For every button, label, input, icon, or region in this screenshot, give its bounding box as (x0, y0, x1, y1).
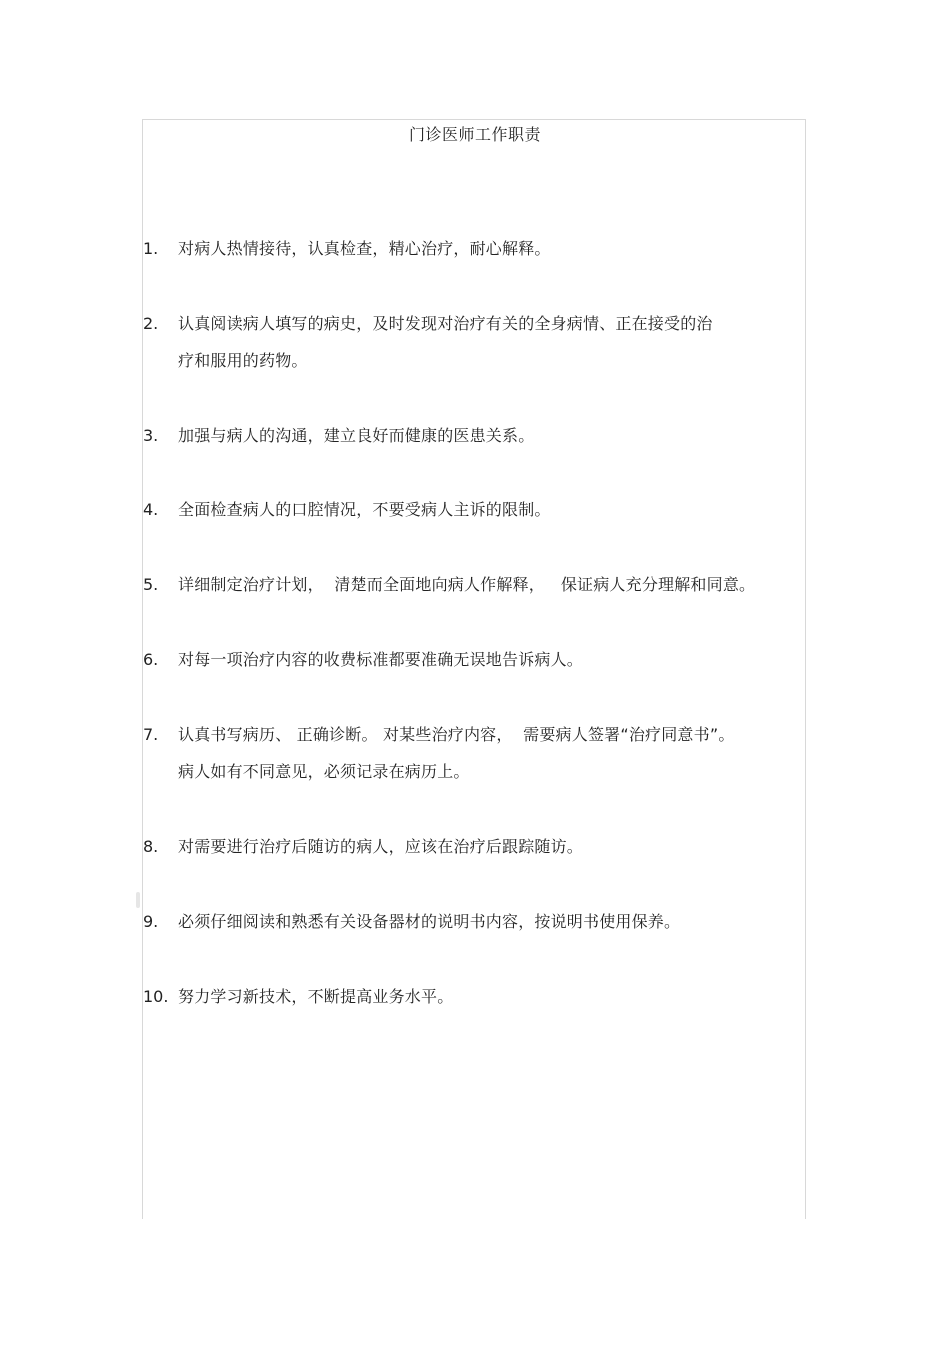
item-line: 认真阅读病人填写的病史，及时发现对治疗有关的全身病情、正在接受的治 (178, 314, 713, 333)
item-line: 对需要进行治疗后随访的病人，应该在治疗后跟踪随访。 (178, 837, 584, 856)
item-number: 7. (143, 725, 159, 744)
item-text (178, 828, 583, 865)
item-text (178, 903, 680, 940)
item-number: 9. (143, 912, 159, 931)
item-text (178, 978, 453, 1015)
item-number: 6. (143, 650, 159, 669)
item-line: 必须仔细阅读和熟悉有关设备器材的说明书内容，按说明书使用保养。 (178, 912, 681, 931)
item-line: 加强与病人的沟通，建立良好而健康的医患关系。 (178, 426, 535, 445)
item-text (178, 417, 534, 454)
item-number: 2. (143, 314, 159, 333)
item-line: 详细制定治疗计划， 清楚而全面地向病人作解释， 保证病人充分理解和同意。 (178, 575, 756, 594)
item-line: 疗和服用的药物。 (178, 351, 308, 370)
document-title: 门诊医师工作职责 (408, 125, 541, 144)
item-number: 10. (143, 987, 169, 1006)
item-line: 病人如有不同意见，必须记录在病历上。 (178, 762, 470, 781)
item-line: 对病人热情接待，认真检查，精心治疗，耐心解释。 (178, 239, 551, 258)
item-number: 8. (143, 837, 159, 856)
item-line: 努力学习新技术，不断提高业务水平。 (178, 987, 454, 1006)
item-line: 认真书写病历、 正确诊断。 对某些治疗内容， 需要病人签署“治疗同意书”。 (178, 725, 735, 744)
item-text (178, 566, 755, 603)
item-text (178, 230, 551, 267)
item-number: 4. (143, 500, 159, 519)
item-text (178, 716, 735, 790)
item-line: 对每一项治疗内容的收费标准都要准确无误地告诉病人。 (178, 650, 584, 669)
item-text (178, 641, 583, 678)
item-text (178, 305, 713, 379)
item-text (178, 491, 551, 528)
item-number: 5. (143, 575, 159, 594)
item-number: 3. (143, 426, 159, 445)
margin-mark (136, 892, 140, 908)
item-number: 1. (143, 239, 159, 258)
item-line: 全面检查病人的口腔情况，不要受病人主诉的限制。 (178, 500, 551, 519)
